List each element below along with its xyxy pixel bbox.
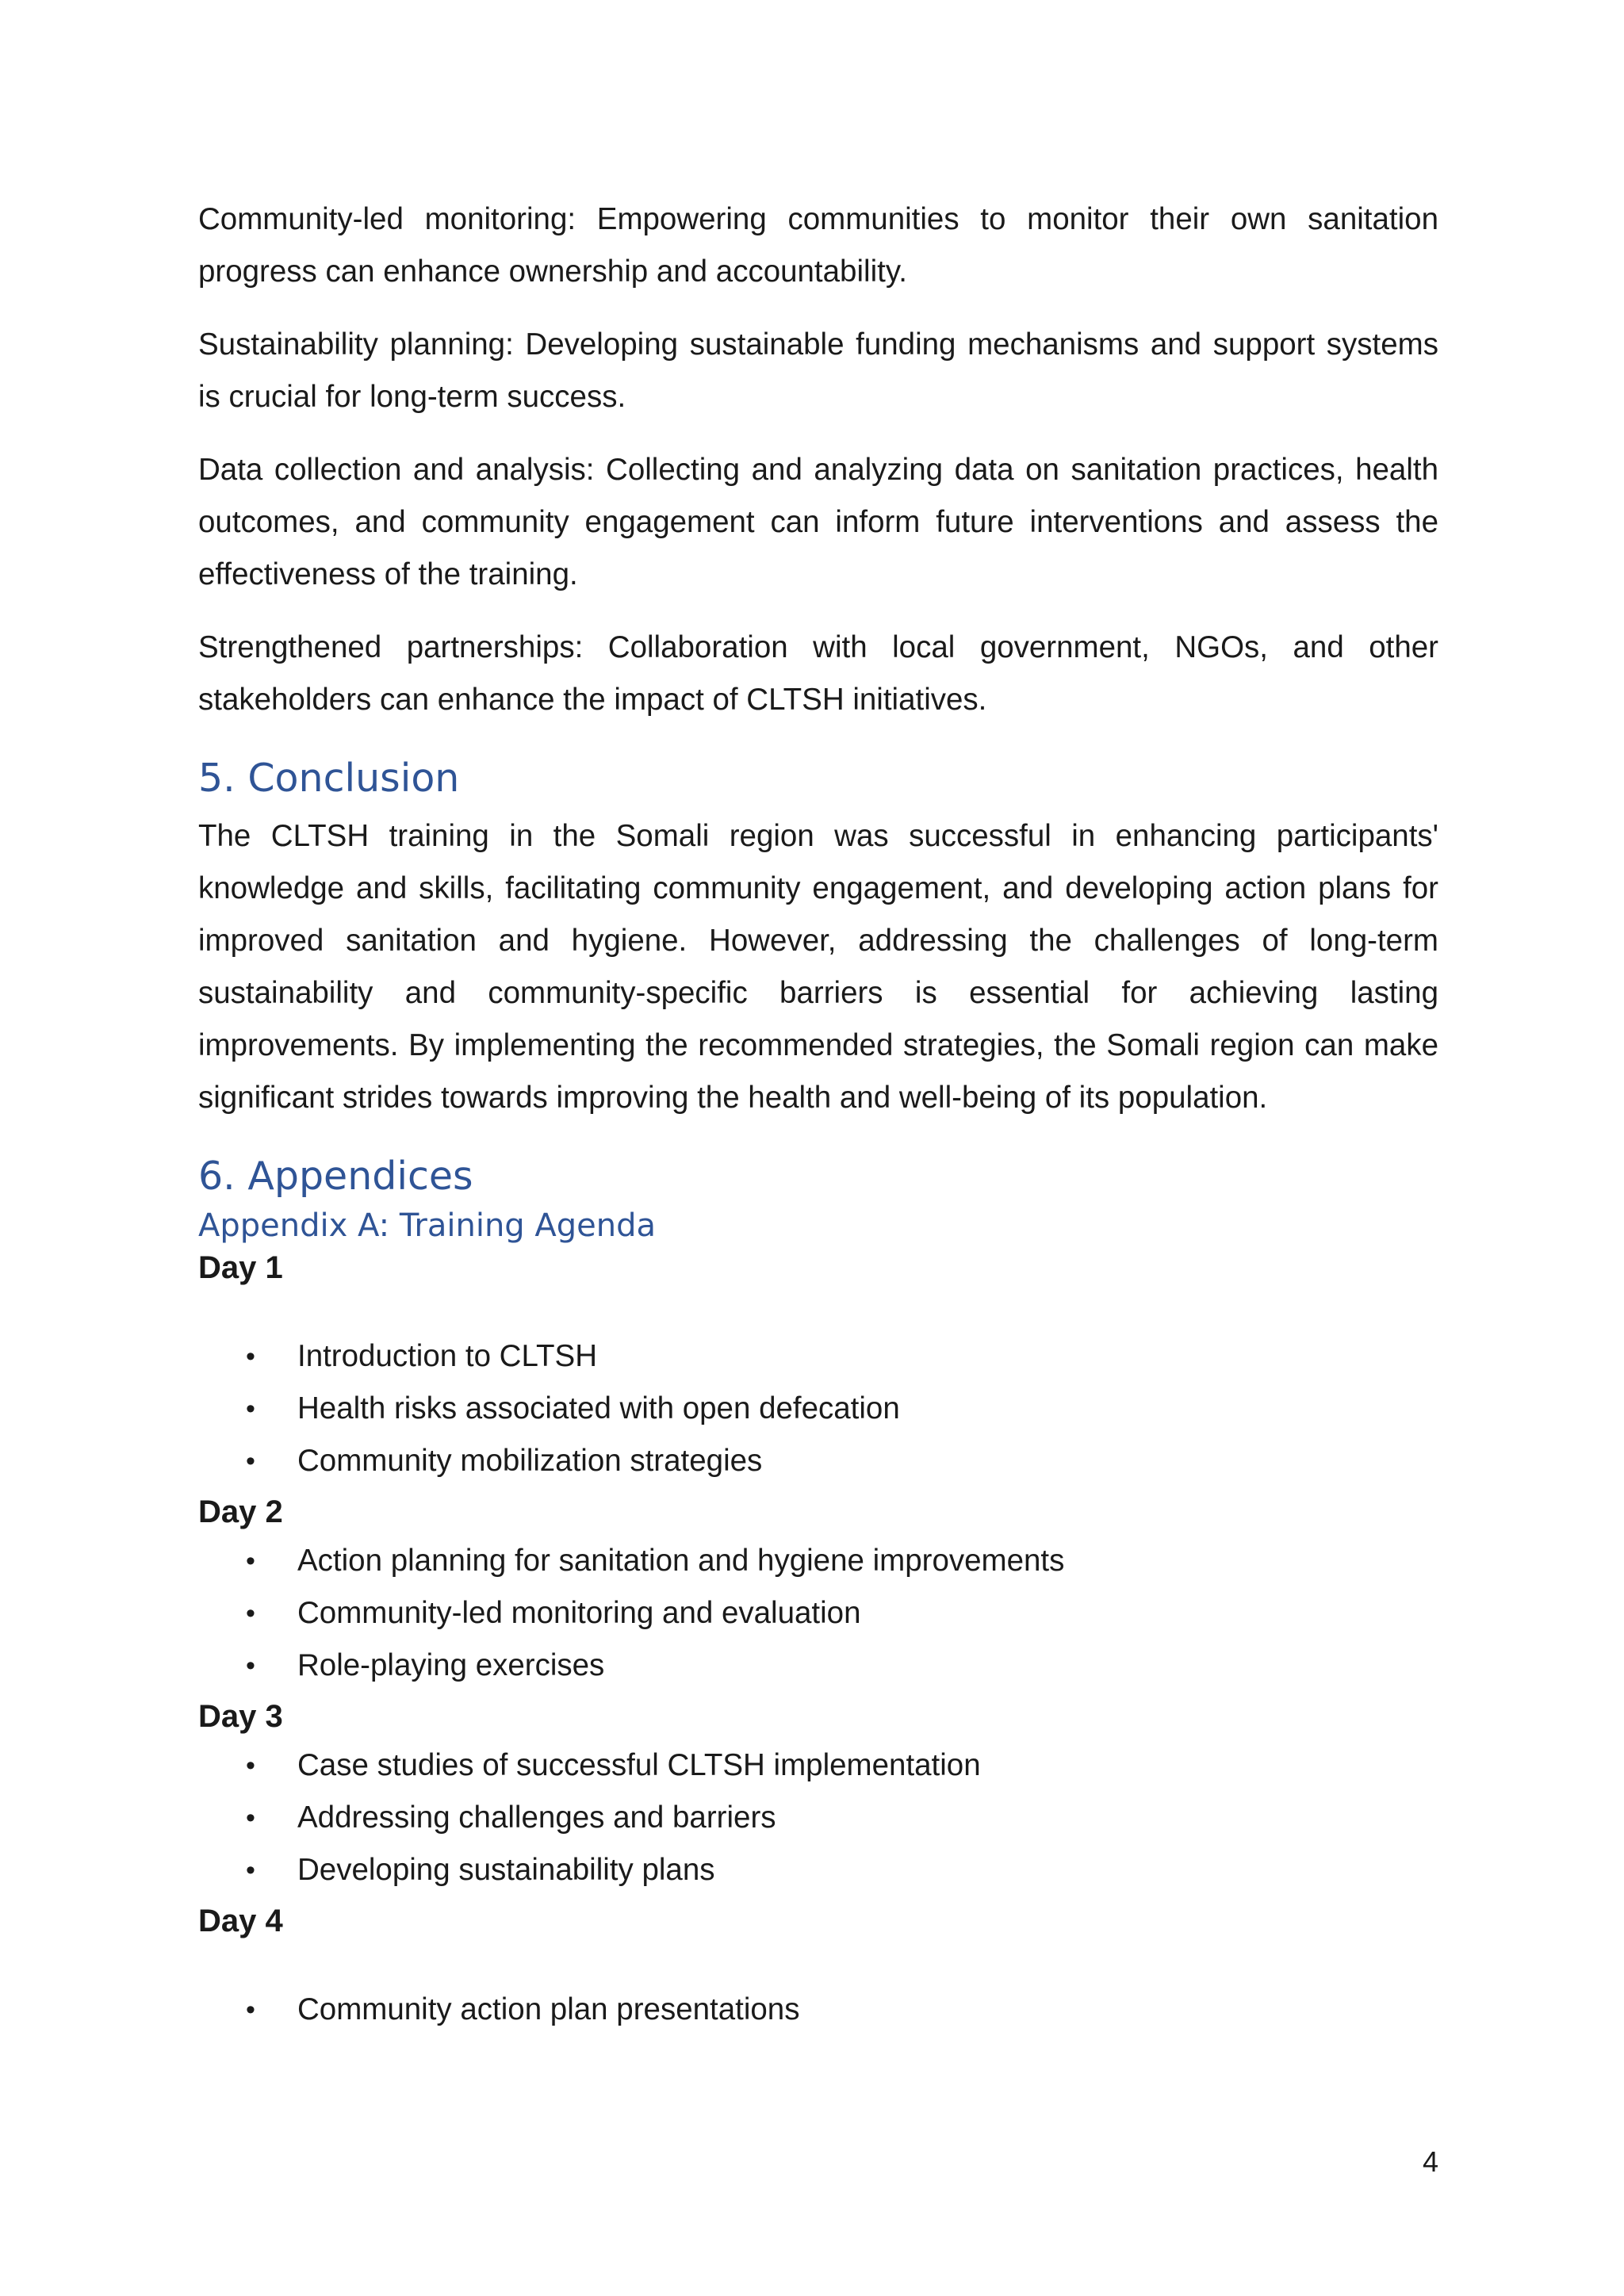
- list-item: • Community mobilization strategies: [198, 1435, 1438, 1487]
- day-4-label: Day 4: [198, 1904, 283, 1938]
- list-item: • Action planning for sanitation and hygiene improvements: [198, 1535, 1438, 1587]
- day-1-list: [198, 1330, 1438, 1487]
- day-2-label: Day 2: [198, 1494, 283, 1529]
- list-item: • Community action plan presentations: [198, 1984, 1438, 2036]
- bullet-icon: •: [246, 1651, 255, 1681]
- day-3-label: Day 3: [198, 1699, 283, 1734]
- list-item: • Role-playing exercises: [198, 1640, 1438, 1692]
- bullet-icon: •: [246, 1546, 255, 1576]
- bullet-icon: •: [246, 1598, 255, 1628]
- bullet-icon: •: [246, 1855, 255, 1885]
- page-number: 4: [1422, 2145, 1438, 2178]
- list-item: • Developing sustainability plans: [198, 1844, 1438, 1896]
- bullet-icon: •: [246, 1446, 255, 1476]
- day-4-list: [198, 1984, 1438, 2036]
- day-2-list: [198, 1535, 1438, 1692]
- list-item: • Case studies of successful CLTSH implementation: [198, 1739, 1438, 1792]
- appendices-heading: 6. Appendices: [198, 1154, 473, 1199]
- bullet-icon: •: [246, 1341, 255, 1372]
- day-3-list: [198, 1739, 1438, 1896]
- paragraph-community-led-monitoring: Community-led monitoring: Empowering communities to monitor their own sanitation progress can enhance ownership and accountability.: [198, 202, 1438, 289]
- day-1-label: Day 1: [198, 1250, 283, 1285]
- bullet-icon: •: [246, 1394, 255, 1424]
- list-item: • Community-led monitoring and evaluation: [198, 1587, 1438, 1640]
- document-page: [198, 193, 1438, 2036]
- list-item: • Health risks associated with open defecation: [198, 1383, 1438, 1435]
- bullet-icon: •: [246, 1803, 255, 1833]
- bullet-icon: •: [246, 1995, 255, 2025]
- bullet-icon: •: [246, 1751, 255, 1781]
- appendix-a-heading: Appendix A: Training Agenda: [198, 1207, 657, 1244]
- list-item: • Addressing challenges and barriers: [198, 1792, 1438, 1844]
- paragraph-data-collection: Data collection and analysis: Collecting and analyzing data on sanitation practices, health outcomes, and community engagement can inform future interventions and assess the effectiveness of the training.: [198, 453, 1438, 591]
- paragraph-strengthened-partnerships: Strengthened partnerships: Collaboration with local government, NGOs, and other stakeholders can enhance the impact of CLTSH initiatives.: [198, 630, 1438, 717]
- paragraph-sustainability-planning: Sustainability planning: Developing sustainable funding mechanisms and support systems is crucial for long-term success.: [198, 327, 1438, 414]
- conclusion-paragraph: The CLTSH training in the Somali region was successful in enhancing participants' knowledge and skills, facilitating community engagement, and developing action plans for improved sanitation and hygiene. However, addressing the challenges of long-term sustainability and community-specific barriers is essential for achieving lasting improvements. By implementing the recommended strategies, the Somali region can make significant strides towards improving the health and well-being of its population.: [198, 819, 1438, 1115]
- conclusion-heading: 5. Conclusion: [198, 756, 460, 801]
- list-item: • Introduction to CLTSH: [198, 1330, 1438, 1383]
